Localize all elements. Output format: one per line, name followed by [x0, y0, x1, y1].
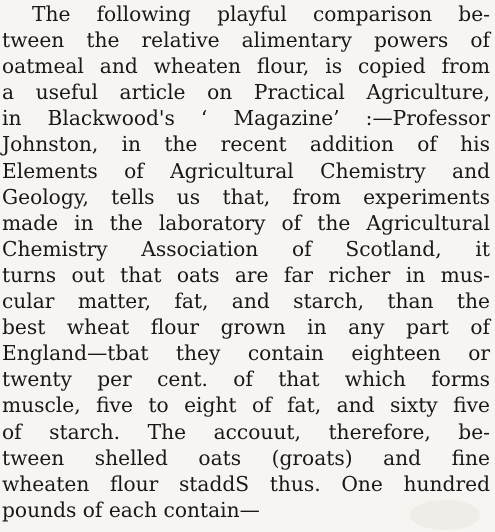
text-line-17: of starch. The accouut, therefore, be-	[2, 419, 490, 444]
article-column	[2, 1, 490, 523]
text-line-10: Chemistry Association of Scotland, it	[2, 236, 490, 261]
text-line-6: Johnston, in the recent addition of his	[2, 132, 490, 157]
text-line-14: England—tbat they contain eighteen or	[2, 341, 490, 366]
text-line-1: The following playful comparison be-	[32, 2, 490, 26]
text-line-3: oatmeal and wheaten flour, is copied from	[2, 54, 490, 79]
text-line-4: a useful article on Practical Agriculture,	[2, 80, 490, 105]
text-line-20: pounds of each contain—	[2, 497, 260, 522]
text-line-11: turns out that oats are far richer in mus-	[2, 262, 490, 287]
text-line-19: wheaten flour staddS thus. One hundred	[2, 471, 490, 496]
text-line-12: cular matter, fat, and starch, than the	[2, 289, 490, 314]
text-line-15: twenty per cent. of that which forms	[2, 367, 490, 392]
text-line-13: best wheat flour grown in any part of	[2, 315, 490, 340]
text-line-16: muscle, five to eight of fat, and sixty five	[2, 393, 490, 418]
text-line-2: tween the relative alimentary powers of	[2, 28, 490, 53]
text-line-18: tween shelled oats (groats) and fine	[2, 445, 490, 470]
text-line-8: Geology, tells us that, from experiments	[2, 184, 490, 209]
text-line-7: Elements of Agricultural Chemistry and	[2, 158, 490, 183]
text-line-5: in Blackwood's ‘ Magazine’ :—Professor	[2, 106, 490, 131]
text-line-9: made in the laboratory of the Agricultural	[2, 210, 490, 235]
